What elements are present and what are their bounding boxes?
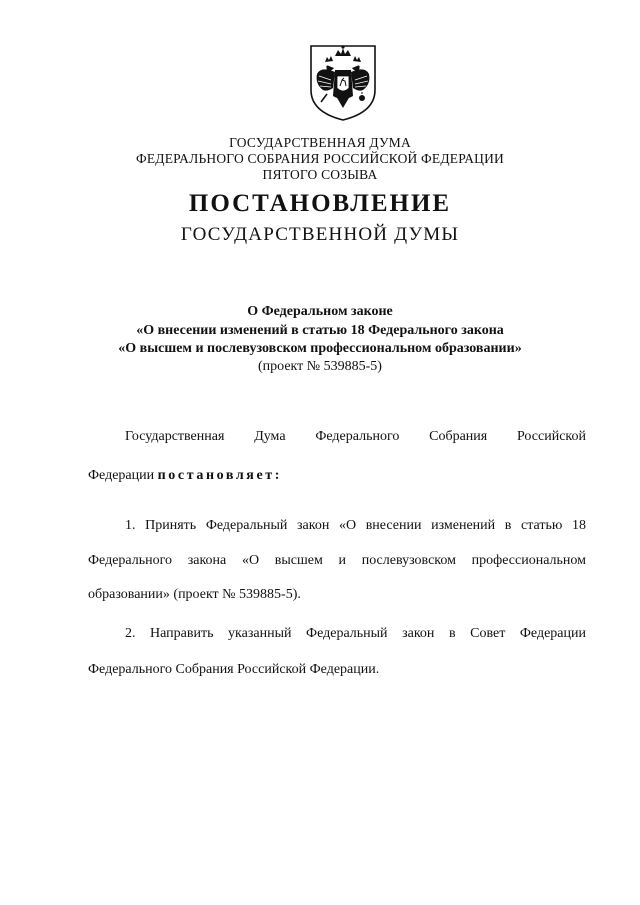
item-1-line-1: 1. Принять Федеральный закон «О внесении изменений в статью 18 — [125, 518, 586, 533]
preamble-line-2 — [88, 468, 586, 484]
law-heading-line-2: «О внесении изменений в статью 18 Федерального закона — [136, 323, 504, 338]
item-2-line-2: Федерального Собрания Российской Федерации. — [88, 662, 380, 677]
item-2-line-1: 2. Направить указанный Федеральный закон в Совет Федерации — [125, 626, 586, 641]
document-title: ПОСТАНОВЛЕНИЕ — [188, 190, 452, 217]
law-heading-line-3: «О высшем и послевузовском профессиональном образовании» — [118, 341, 522, 356]
header-convocation: ПЯТОГО СОЗЫВА — [262, 167, 378, 182]
law-heading-line-1: О Федеральном законе — [247, 304, 393, 319]
preamble-federation-text: Федерации — [88, 468, 158, 483]
preamble-decree-word: постановляет: — [157, 468, 283, 483]
item-1-line-3: образовании» (проект № 539885-5). — [88, 587, 301, 602]
header-federal-assembly: ФЕДЕРАЛЬНОГО СОБРАНИЯ РОССИЙСКОЙ ФЕДЕРАЦИИ — [136, 151, 504, 166]
law-project-number: (проект № 539885-5) — [258, 359, 382, 374]
header-duma: ГОСУДАРСТВЕННАЯ ДУМА — [229, 135, 411, 150]
russian-coat-of-arms-icon — [305, 40, 381, 124]
preamble-line-1: Государственная Дума Федерального Собрания Российской — [125, 429, 586, 444]
item-1-line-2: Федерального закона «О высшем и послевузовском профессиональном — [88, 553, 586, 568]
document-subtitle: ГОСУДАРСТВЕННОЙ ДУМЫ — [180, 224, 460, 245]
